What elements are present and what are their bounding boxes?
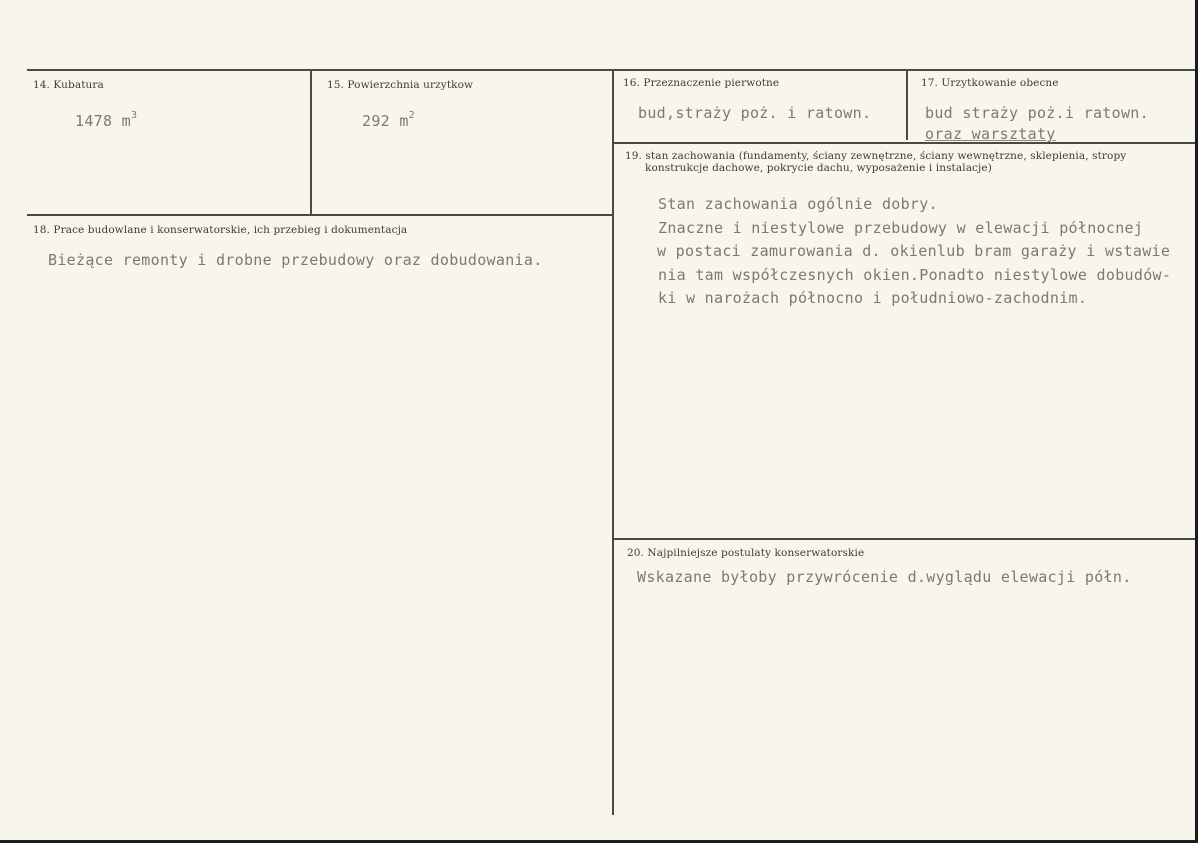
field-19-line: Znaczne i niestylowe przebudowy w elewacji północnej xyxy=(658,218,1144,237)
field-20-label: 20. Najpilniejsze postulaty konserwatorskie xyxy=(627,547,865,559)
field-14-unit-exponent: 3 xyxy=(131,110,138,121)
field-19-text xyxy=(658,193,1171,311)
divider-16-17 xyxy=(906,69,908,140)
field-17-value-line1: bud straży poż.i ratown. xyxy=(925,104,1149,122)
divider-14-15 xyxy=(310,69,312,215)
field-16-value: bud,straży poż. i ratown. xyxy=(638,104,872,122)
field-16-label: 16. Przeznaczenie pierwotne xyxy=(623,77,780,89)
top-rule xyxy=(27,69,1195,71)
field-15-unit-exponent: 2 xyxy=(408,110,415,121)
rule-under-14-15 xyxy=(27,214,612,216)
field-19-label-line2: konstrukcje dachowe, pokrycie dachu, wyposażenie i instalacje) xyxy=(645,162,992,174)
field-19-line: nia tam współczesnych okien.Ponadto niestylowe dobudów- xyxy=(658,265,1172,284)
field-15-number: 292 m xyxy=(362,112,409,130)
field-19-line: ki w narożach północno i południowo-zachodnim. xyxy=(658,289,1088,307)
field-14-label: 14. Kubatura xyxy=(33,79,104,91)
field-19-label-line1: 19. stan zachowania (fundamenty, ściany zewnętrzne, ściany wewnętrzne, sklepienia, stropy xyxy=(625,150,1127,162)
rule-under-19 xyxy=(612,538,1195,540)
rule-under-16-17 xyxy=(612,142,1195,144)
field-19-line: Stan zachowania ogólnie dobry. xyxy=(658,195,938,213)
field-14-value xyxy=(75,110,137,130)
field-17-value-line2: oraz warsztaty xyxy=(925,125,1056,143)
field-19-line: w postaci zamurowania d. okienlub bram garaży i wstawie xyxy=(657,242,1171,260)
field-17-label: 17. Urzytkowanie obecne xyxy=(921,77,1059,89)
field-14-number: 1478 m xyxy=(75,112,131,130)
field-15-value xyxy=(362,110,415,130)
field-18-label: 18. Prace budowlane i konserwatorskie, ich przebieg i dokumentacja xyxy=(33,224,408,236)
field-18-value: Bieżące remonty i drobne przebudowy oraz dobudowania. xyxy=(48,251,543,269)
main-divider xyxy=(612,69,614,815)
field-15-label: 15. Powierzchnia urzytkow xyxy=(327,79,474,91)
field-20-value: Wskazane byłoby przywrócenie d.wyglądu elewacji półn. xyxy=(637,568,1132,586)
